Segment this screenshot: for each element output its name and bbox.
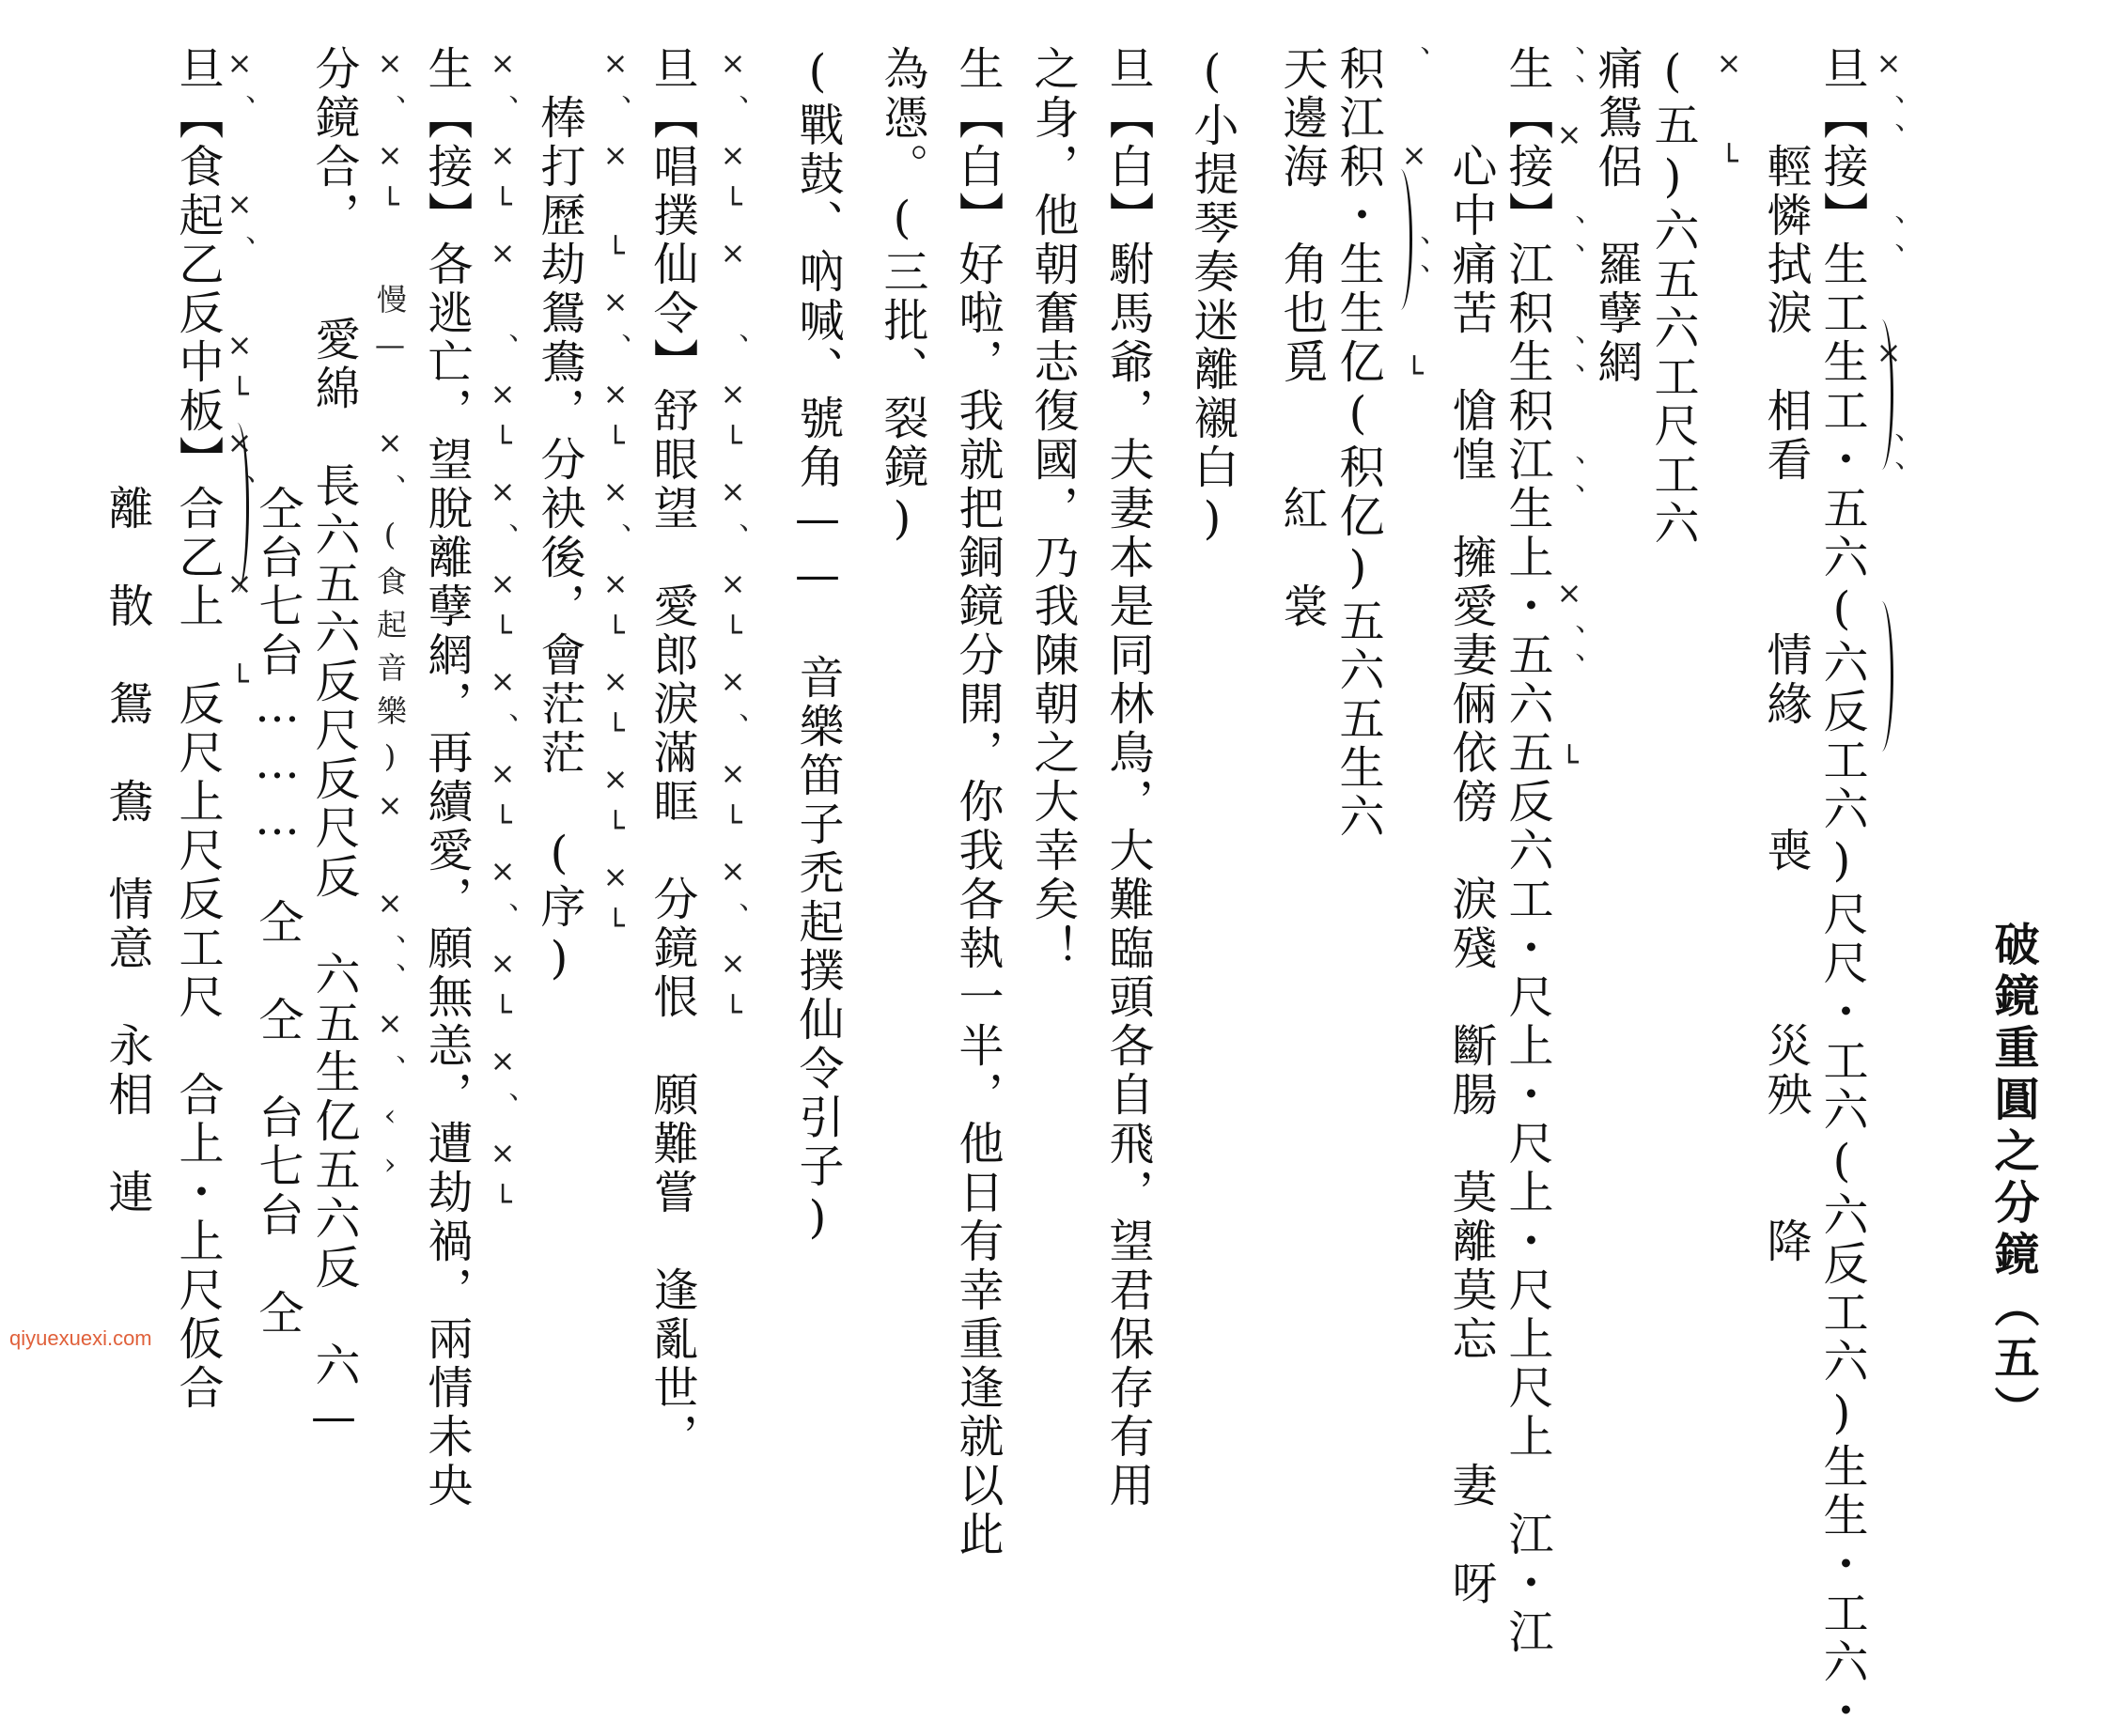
- score-line-column: 积江积・生生亿(积亿)五六五生六: [1332, 45, 1384, 842]
- score-line-column: 旦【接】生工生工・五六(六反工六)尺尺・工六(六反工六)生生・工六・: [1815, 45, 1868, 1736]
- notation-marks-column: ×、×└ 慢— ×、(食起音樂)× ×、、×、‹›: [372, 45, 408, 1195]
- score-line-column: 棒打歷劫鴛鴦，分袂後，會茫茫 (序): [533, 45, 585, 988]
- score-line-column: 輕憐拭淚 相看 情緣 喪 災殃 降: [1759, 45, 1812, 1266]
- score-line-column: 生【白】好啦，我就把銅鏡分開，你我各執一半，他日有幸重逢就以此: [951, 45, 1004, 1559]
- notation-marks-column: ×、 ×、 ×└×、 × └: [222, 45, 257, 712]
- score-line-column: 生【接】江积生积江生上・五六五反六工・尺上・尺上・尺上尺上 江・江: [1501, 45, 1553, 1657]
- notation-marks-column: ×、×└× 、×└×、×└×、×└×、×└: [715, 45, 751, 1043]
- watermark: qiyuexuexi.com: [9, 1326, 152, 1350]
- score-line-column: 天邊海 角也覓 紅 裳: [1275, 45, 1328, 631]
- score-line-column: 痛鴛侶 羅孽網: [1590, 45, 1643, 387]
- score-line-column: 心中痛苦 愴惶 擁愛妻倆依傍 淚殘 斷腸 莫離莫忘 妻 呀: [1444, 45, 1497, 1608]
- score-line-column: 旦【食起乙反中板】合乙上 反尺上尺反工尺 合上・上尺仮合: [171, 45, 224, 1413]
- notation-marks-column: ×、×└× 、×└×、×└×、×└×、×└×、×└: [485, 45, 521, 1232]
- score-line-column: 為憑。(三批、裂鏡): [876, 45, 928, 549]
- phrase-arc: [1389, 169, 1412, 310]
- score-line-column: 生【接】各逃亡，望脫離孽網，再續愛，願無恙，遭劫禍，兩情未央: [420, 45, 473, 1511]
- notation-marks-column: 、 × 、、 └: [1396, 45, 1432, 404]
- phrase-arc: [226, 423, 249, 592]
- score-line-column: 之身，他朝奮志復國，乃我陳朝之大幸矣！: [1026, 45, 1079, 973]
- score-line-column: (戰鼓、吶喊、號角—— 音樂笛子禿起撲仙令引子): [791, 45, 844, 1248]
- score-line-column: 仝台七台……… 仝 仝 台七台 仝: [251, 45, 304, 1338]
- score-line-column: 分鏡合， 愛綿 長六五六反尺反尺反 六五生亿五六反 六—: [307, 45, 360, 1447]
- notation-marks-column: ×、、 、、 × 、、: [1871, 45, 1907, 504]
- score-line-column: 離 散 鴛 鴦 情意 永相 連: [101, 45, 153, 1217]
- score-line-column: 旦【唱撲仙令】舒眼望 愛郎淚滿眶 分鏡恨 願難嘗 逢亂世，: [646, 45, 698, 1462]
- notation-marks-column: ×、× └×、×└×、×└×└×└×└: [598, 45, 633, 956]
- notation-marks-column: 、、× 、、 、、 、、 ×、、 └: [1551, 45, 1587, 793]
- score-line-column: (小提琴奏迷離襯白): [1186, 45, 1238, 549]
- score-line-column: (五)六五六工尺工六: [1646, 45, 1699, 549]
- phrase-arc: [1870, 601, 1893, 752]
- notation-marks-column: × └: [1711, 45, 1747, 192]
- page-title: 破鏡重圓之分鏡（五）: [1986, 921, 2039, 1437]
- phrase-arc: [1870, 319, 1893, 470]
- score-line-column: 旦【白】駙馬爺，夫妻本是同林鳥，大難臨頭各自飛，望君保存有用: [1101, 45, 1154, 1511]
